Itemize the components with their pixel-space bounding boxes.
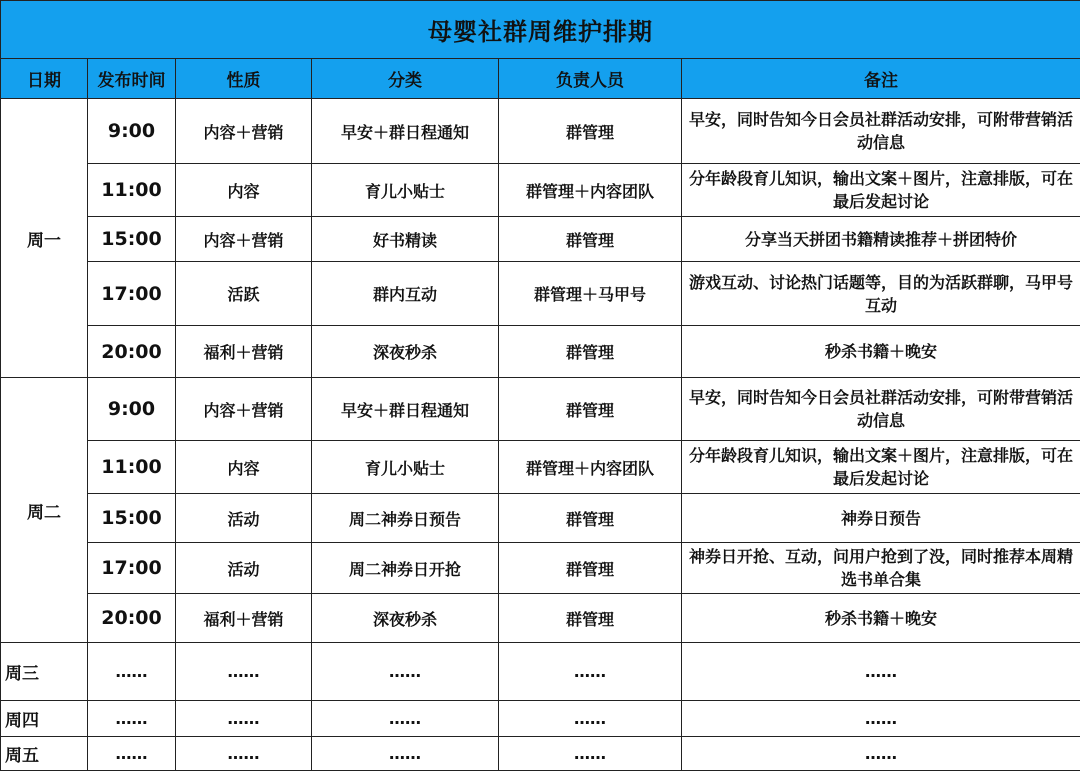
day-cell: 周四: [1, 701, 88, 737]
header-row: [1, 59, 1080, 99]
note-cell: 早安，同时告知今日会员社群活动安排，可附带营销活动信息: [682, 99, 1080, 164]
placeholder-cell: ……: [176, 737, 312, 771]
column-header-nature: 性质: [176, 59, 312, 99]
note-cell: 早安，同时告知今日会员社群活动安排，可附带营销活动信息: [682, 378, 1080, 441]
placeholder-cell: ……: [176, 701, 312, 737]
owner-cell: 群管理: [499, 594, 682, 643]
day-cell: 周三: [1, 643, 88, 701]
nature-cell: 内容: [176, 441, 312, 494]
column-header-notes: 备注: [682, 59, 1080, 99]
owner-cell: 群管理: [499, 99, 682, 164]
category-cell: 早安＋群日程通知: [312, 99, 499, 164]
category-cell: 周二神券日开抢: [312, 543, 499, 594]
owner-cell: 群管理: [499, 494, 682, 543]
placeholder-cell: ……: [88, 701, 176, 737]
table-row: [1, 643, 1080, 701]
note-cell: 分年龄段育儿知识，输出文案＋图片，注意排版，可在最后发起讨论: [682, 441, 1080, 494]
table-row: [1, 326, 1080, 378]
note-cell: 秒杀书籍＋晚安: [682, 326, 1080, 378]
table-row: [1, 737, 1080, 771]
note-cell: 分享当天拼团书籍精读推荐＋拼团特价: [682, 217, 1080, 262]
placeholder-cell: ……: [312, 737, 499, 771]
table-row: [1, 701, 1080, 737]
column-header-category: 分类: [312, 59, 499, 99]
day-cell: 周二: [1, 378, 88, 643]
note-cell: 秒杀书籍＋晚安: [682, 594, 1080, 643]
placeholder-cell: ……: [176, 643, 312, 701]
time-cell: 9:00: [88, 378, 176, 441]
nature-cell: 活跃: [176, 262, 312, 326]
placeholder-cell: ……: [499, 701, 682, 737]
placeholder-cell: ……: [682, 737, 1080, 771]
table-row: [1, 494, 1080, 543]
nature-cell: 活动: [176, 543, 312, 594]
time-cell: 11:00: [88, 164, 176, 217]
time-cell: 11:00: [88, 441, 176, 494]
time-cell: 20:00: [88, 326, 176, 378]
time-cell: 9:00: [88, 99, 176, 164]
category-cell: 深夜秒杀: [312, 594, 499, 643]
owner-cell: 群管理: [499, 543, 682, 594]
nature-cell: 内容＋营销: [176, 217, 312, 262]
placeholder-cell: ……: [499, 643, 682, 701]
owner-cell: 群管理＋内容团队: [499, 441, 682, 494]
nature-cell: 内容＋营销: [176, 378, 312, 441]
note-cell: 神券日开抢、互动，问用户抢到了没，同时推荐本周精选书单合集: [682, 543, 1080, 594]
note-cell: 分年龄段育儿知识，输出文案＋图片，注意排版，可在最后发起讨论: [682, 164, 1080, 217]
owner-cell: 群管理: [499, 378, 682, 441]
table-row: [1, 543, 1080, 594]
time-cell: 15:00: [88, 494, 176, 543]
note-cell: 游戏互动、讨论热门话题等，目的为活跃群聊，马甲号互动: [682, 262, 1080, 326]
table-row: [1, 217, 1080, 262]
owner-cell: 群管理: [499, 217, 682, 262]
category-cell: 育儿小贴士: [312, 441, 499, 494]
placeholder-cell: ……: [88, 737, 176, 771]
category-cell: 群内互动: [312, 262, 499, 326]
column-header-owner: 负责人员: [499, 59, 682, 99]
placeholder-cell: ……: [312, 643, 499, 701]
table-row: [1, 441, 1080, 494]
nature-cell: 内容＋营销: [176, 99, 312, 164]
time-cell: 17:00: [88, 262, 176, 326]
table-title: 母婴社群周维护排期: [1, 1, 1080, 59]
owner-cell: 群管理＋马甲号: [499, 262, 682, 326]
column-header-date: 日期: [1, 59, 88, 99]
placeholder-cell: ……: [682, 643, 1080, 701]
table-row: [1, 262, 1080, 326]
table-row: [1, 99, 1080, 164]
owner-cell: 群管理: [499, 326, 682, 378]
day-cell: 周一: [1, 99, 88, 378]
time-cell: 20:00: [88, 594, 176, 643]
owner-cell: 群管理＋内容团队: [499, 164, 682, 217]
time-cell: 15:00: [88, 217, 176, 262]
column-header-publish-time: 发布时间: [88, 59, 176, 99]
placeholder-cell: ……: [682, 701, 1080, 737]
category-cell: 周二神券日预告: [312, 494, 499, 543]
placeholder-cell: ……: [499, 737, 682, 771]
table-row: [1, 164, 1080, 217]
placeholder-cell: ……: [88, 643, 176, 701]
category-cell: 育儿小贴士: [312, 164, 499, 217]
note-cell: 神券日预告: [682, 494, 1080, 543]
category-cell: 好书精读: [312, 217, 499, 262]
table-row: [1, 378, 1080, 441]
category-cell: 早安＋群日程通知: [312, 378, 499, 441]
placeholder-cell: ……: [312, 701, 499, 737]
nature-cell: 内容: [176, 164, 312, 217]
time-cell: 17:00: [88, 543, 176, 594]
nature-cell: 福利＋营销: [176, 594, 312, 643]
nature-cell: 福利＋营销: [176, 326, 312, 378]
table-row: [1, 594, 1080, 643]
category-cell: 深夜秒杀: [312, 326, 499, 378]
day-cell: 周五: [1, 737, 88, 771]
nature-cell: 活动: [176, 494, 312, 543]
